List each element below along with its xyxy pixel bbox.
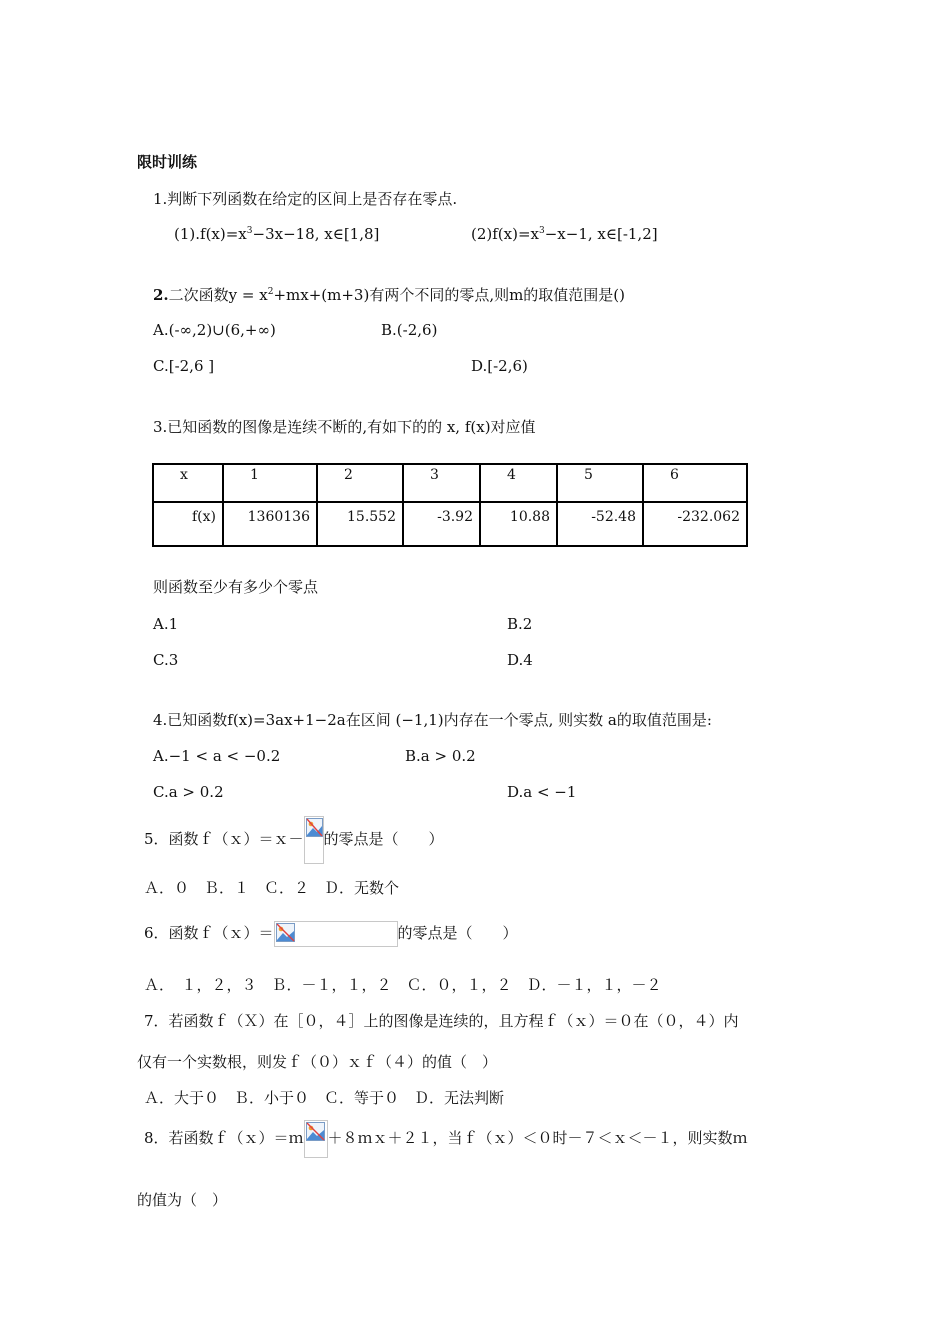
table-cell: 6 — [643, 464, 747, 502]
q4-option-b: B.a > 0.2 — [405, 747, 476, 765]
q1-part2-pre: (2)f(x)=x — [471, 225, 539, 243]
q1-part1 — [174, 224, 379, 244]
table-cell: f(x) — [153, 502, 223, 546]
table-cell: 2 — [317, 464, 403, 502]
q5-stem — [144, 813, 444, 865]
q3-option-b: B.2 — [507, 615, 533, 633]
q7-stem-line2: 仅有一个实数根，则发ｆ（０）ｘｆ（４）的值（ ） — [137, 1053, 498, 1071]
q2-option-c: C.[-2,6 ] — [153, 357, 215, 375]
q1-part1-sup: 3 — [246, 226, 253, 236]
q2-stem-post: +mx+(m+3)有两个不同的零点,则m的取值范围是() — [273, 286, 626, 304]
q5-options: Ａ．０ Ｂ．１ Ｃ．２ Ｄ．无数个 — [144, 879, 400, 897]
section-heading: 限时训练 — [137, 153, 198, 171]
q4-option-c: C.a > 0.2 — [153, 783, 224, 801]
table-cell: 3 — [403, 464, 480, 502]
q3-question: 则函数至少有多少个零点 — [153, 578, 319, 596]
q1-stem — [153, 189, 457, 209]
table-cell: -3.92 — [403, 502, 480, 546]
q7-options: Ａ．大于０ Ｂ．小于０ Ｃ．等于０ Ｄ．无法判断 — [144, 1089, 505, 1107]
q5-stem-post: 的零点是（ ） — [323, 830, 444, 848]
q8-stem-pre: 8．若函数ｆ（ｘ）＝ｍ — [144, 1129, 304, 1147]
table-cell: x — [153, 464, 223, 502]
table-row — [153, 464, 747, 502]
table-cell: 4 — [480, 464, 557, 502]
q8-stem — [144, 1118, 748, 1158]
broken-image-icon — [274, 921, 398, 947]
q2-stem-sup: 2 — [267, 287, 274, 297]
q8-stem-line2: 的值为（ ） — [137, 1191, 228, 1209]
q1-part2-post: −x−1, x∈[-1,2] — [544, 225, 658, 243]
q3-value-table — [152, 463, 748, 547]
q2-option-a: A.(-∞,2)∪(6,+∞) — [153, 321, 276, 339]
q2-option-d: D.[-2,6) — [471, 357, 528, 375]
q3-option-c: C.3 — [153, 651, 179, 669]
q3-stem: 3.已知函数的图像是连续不断的,有如下的的 x, f(x)对应值 — [153, 418, 536, 436]
q8-stem-post: ＋８ｍｘ＋２１，当ｆ（ｘ）＜０时－７＜ｘ＜－１，则实数ｍ — [327, 1129, 748, 1147]
q2-stem — [153, 285, 625, 305]
table-cell: -232.062 — [643, 502, 747, 546]
q4-option-d: D.a < −1 — [507, 783, 577, 801]
q6-stem-post: 的零点是（ ） — [397, 924, 518, 942]
q6-stem — [144, 913, 518, 953]
q6-stem-pre: 6．函数ｆ（ｘ）＝ — [144, 924, 274, 942]
q1-part2-sup: 3 — [539, 226, 545, 236]
table-row — [153, 502, 747, 546]
q2-stem-pre: 二次函数y = x — [168, 286, 268, 304]
table-cell: 10.88 — [480, 502, 557, 546]
q2-option-b: B.(-2,6) — [381, 321, 438, 339]
q3-option-a: A.1 — [153, 615, 179, 633]
q1-part1-post: −3x−18, x∈[1,8] — [252, 225, 380, 243]
table-cell: -52.48 — [557, 502, 643, 546]
q4-option-a: A.−1 < a < −0.2 — [153, 747, 281, 765]
q5-stem-pre: 5．函数ｆ（ｘ）＝ｘ－ — [144, 830, 304, 848]
table-cell: 1 — [223, 464, 317, 502]
q1-part2 — [471, 224, 658, 244]
table-cell: 5 — [557, 464, 643, 502]
q6-options: Ａ． １，２，３ Ｂ．－１，１，２ Ｃ．０，１，２ Ｄ．－１，１，－２ — [144, 976, 662, 994]
broken-image-icon — [304, 816, 324, 864]
q4-stem: 4.已知函数f(x)=3ax+1−2a在区间 (−1,1)内存在一个零点, 则实数 a的取值范围是: — [153, 711, 712, 729]
table-cell: 1360136 — [223, 502, 317, 546]
q7-stem-line1: 7．若函数ｆ（Ｘ）在［０，４］上的图像是连续的，且方程ｆ（ｘ）＝０在（０，４）内 — [144, 1012, 739, 1030]
q1-part1-pre: (1).f(x)=x — [174, 225, 247, 243]
q1-stem-text: 1.判断下列函数在给定的区间上是否存在零点. — [153, 190, 458, 208]
table-cell: 15.552 — [317, 502, 403, 546]
broken-image-icon — [304, 1120, 328, 1158]
q2-number: 2. — [153, 286, 169, 304]
q3-option-d: D.4 — [507, 651, 533, 669]
